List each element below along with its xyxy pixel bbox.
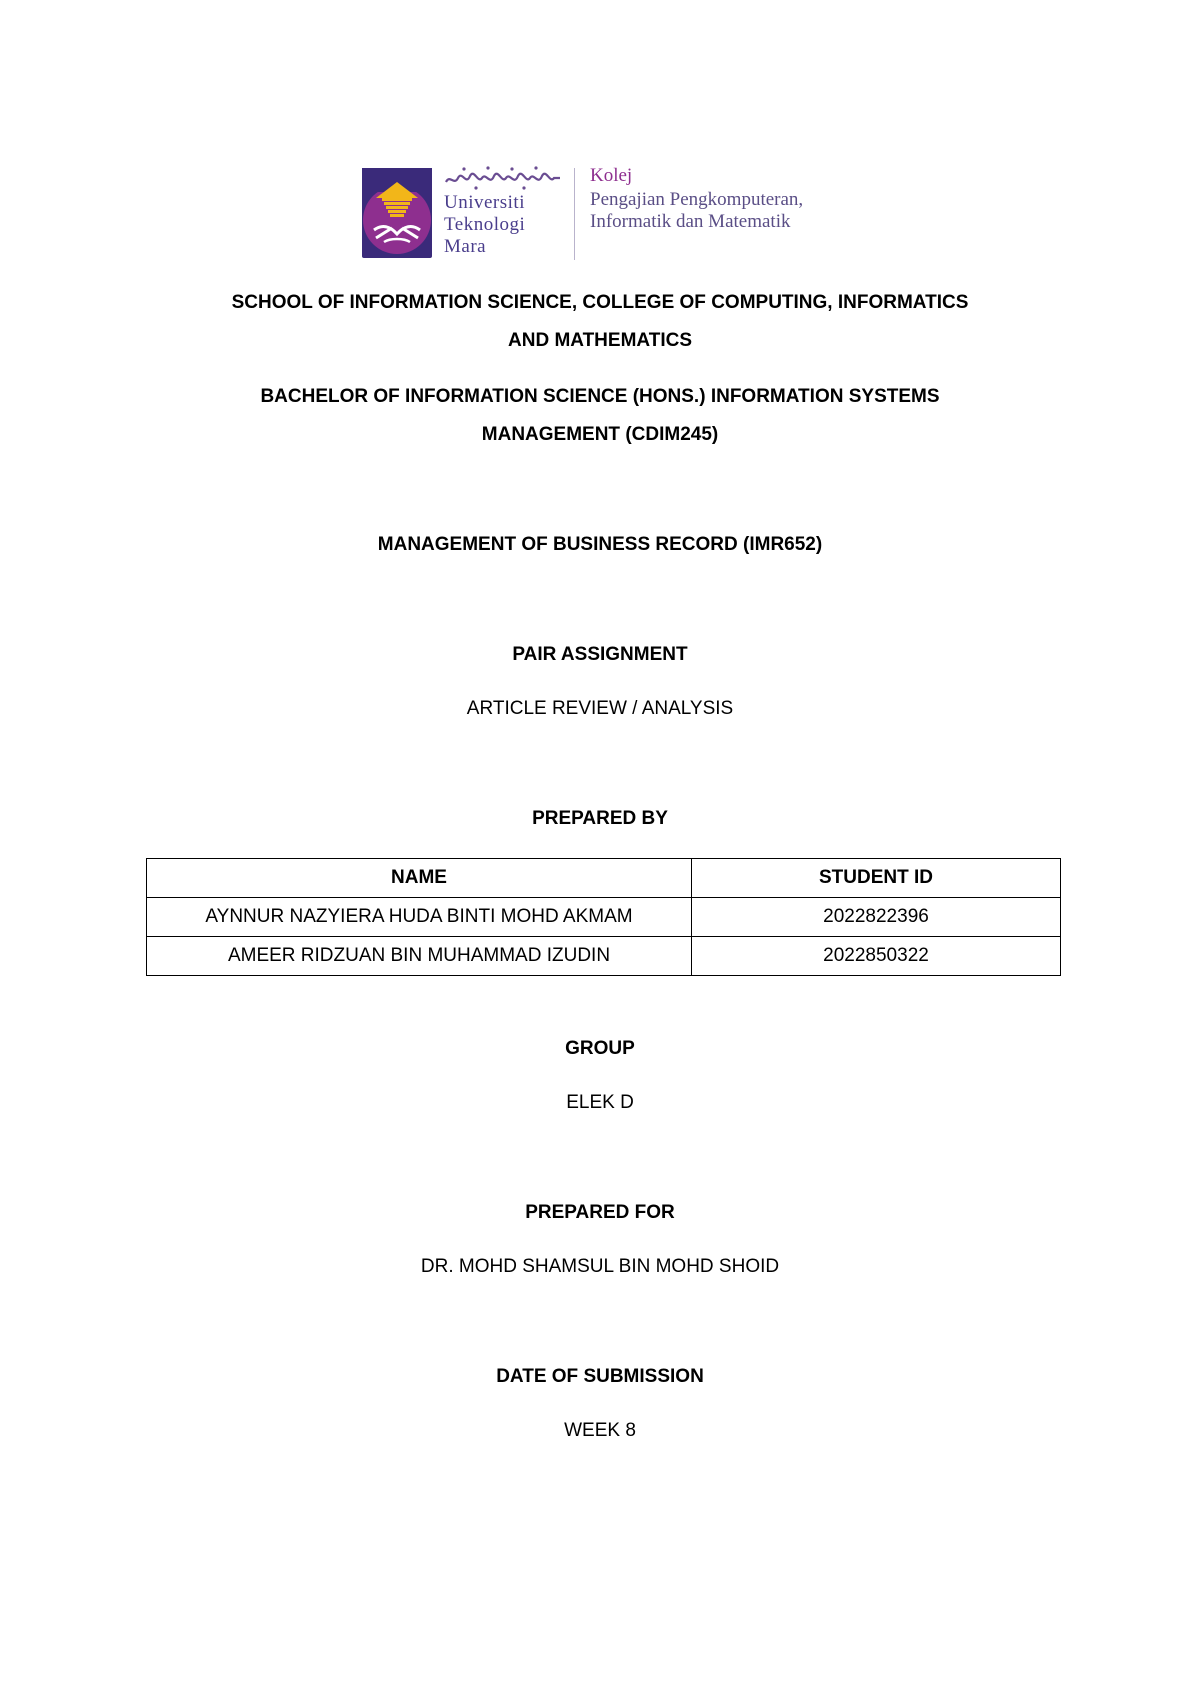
table-header-row [147, 859, 1061, 898]
assignment-heading: PAIR ASSIGNMENT [512, 644, 688, 665]
uitm-crest-icon [362, 168, 432, 258]
table-row [147, 898, 1061, 937]
university-line-1: Universiti [444, 192, 525, 213]
logo-divider [574, 168, 575, 260]
jawi-script-wordmark [444, 164, 562, 190]
submission-heading: DATE OF SUBMISSION [496, 1366, 704, 1387]
member-name: AMEER RIDZUAN BIN MUHAMMAD IZUDIN [147, 937, 692, 976]
member-student-id: 2022850322 [692, 937, 1061, 976]
college-line-2: Informatik dan Matematik [590, 211, 791, 232]
course-title: MANAGEMENT OF BUSINESS RECORD (IMR652) [377, 534, 823, 555]
members-table [146, 858, 1061, 976]
group-heading: GROUP [565, 1038, 635, 1059]
assignment-value: ARTICLE REVIEW / ANALYSIS [466, 698, 734, 719]
college-name [590, 164, 860, 264]
prepared-for-value: DR. MOHD SHAMSUL BIN MOHD SHOID [420, 1256, 780, 1277]
school-line-2: AND MATHEMATICS [508, 330, 692, 351]
program-line-1: BACHELOR OF INFORMATION SCIENCE (HONS.) INFORMATION SYSTEMS [260, 386, 940, 407]
column-header-name: NAME [147, 859, 692, 898]
university-line-2: Teknologi [444, 214, 526, 235]
prepared-by-heading: PREPARED BY [532, 808, 668, 829]
program-line-2: MANAGEMENT (CDIM245) [481, 424, 719, 445]
member-name: AYNNUR NAZYIERA HUDA BINTI MOHD AKMAM [147, 898, 692, 937]
submission-value: WEEK 8 [564, 1420, 636, 1441]
uitm-logo [362, 164, 852, 264]
university-line-3: Mara [444, 236, 487, 257]
table-row [147, 937, 1061, 976]
university-name [444, 164, 562, 264]
group-value: ELEK D [566, 1092, 634, 1113]
school-line-1: SCHOOL OF INFORMATION SCIENCE, COLLEGE OF COMPUTING, INFORMATICS [231, 292, 969, 313]
college-line-1: Pengajian Pengkomputeran, [590, 189, 804, 210]
prepared-for-heading: PREPARED FOR [525, 1202, 675, 1223]
member-student-id: 2022822396 [692, 898, 1061, 937]
column-header-student-id: STUDENT ID [692, 859, 1061, 898]
college-title: Kolej [590, 165, 633, 186]
